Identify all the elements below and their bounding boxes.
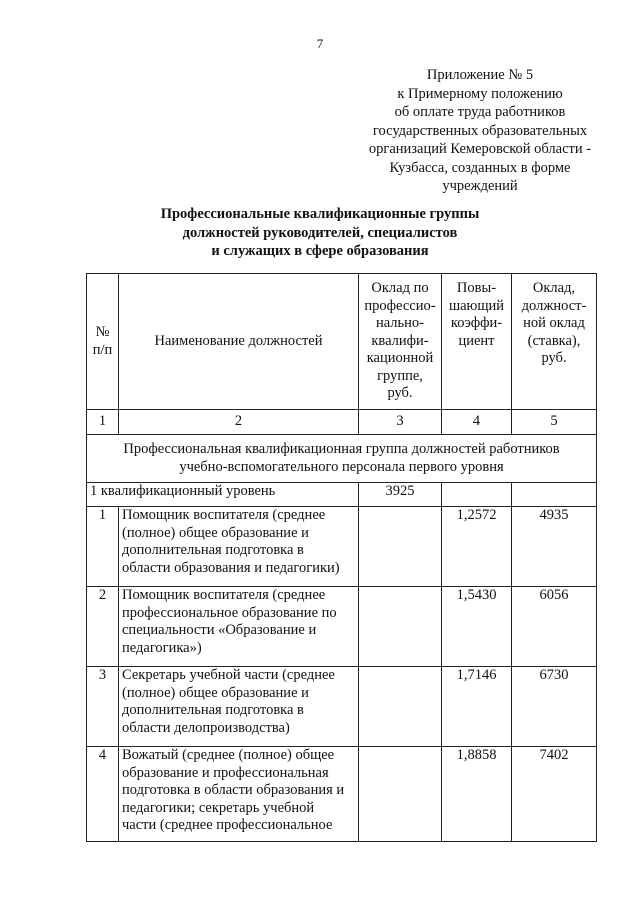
level-empty-cell <box>442 483 512 507</box>
salary-value: 7402 <box>512 747 597 842</box>
row-number: 1 <box>87 507 119 587</box>
header-name: Наименование должностей <box>119 274 359 410</box>
group-title: Профессиональная квалификационная группа должностей работников учебно-вспомогательного персонала первого уровня <box>87 435 597 483</box>
row-number: 2 <box>87 587 119 667</box>
salary-group-value <box>359 667 442 747</box>
table-row <box>87 667 597 747</box>
header-num: № п/п <box>87 274 119 410</box>
coefficient-value: 1,5430 <box>442 587 512 667</box>
page-number: 7 <box>316 36 324 51</box>
header-salary: Оклад, должност- ной оклад (ставка), руб. <box>512 274 597 410</box>
position-name: Вожатый (среднее (полное) общее образование и профессиональная подготовка в области образования и педагогики; секретарь учебной части (среднее профессиональное <box>119 747 359 842</box>
title-line: Профессиональные квалификационные группы <box>160 206 480 222</box>
salary-group-value <box>359 747 442 842</box>
coefficient-value: 1,2572 <box>442 507 512 587</box>
appendix-line: об оплате труда работников <box>394 104 566 120</box>
document-title <box>0 205 640 261</box>
appendix-line: организаций Кемеровской области - <box>368 141 592 157</box>
column-number: 2 <box>119 410 359 435</box>
group-title-row <box>87 435 597 483</box>
column-number: 4 <box>442 410 512 435</box>
column-number: 3 <box>359 410 442 435</box>
appendix-line: Приложение № 5 <box>426 67 534 83</box>
salary-value: 6730 <box>512 667 597 747</box>
coefficient-value: 1,7146 <box>442 667 512 747</box>
appendix-line: Кузбасса, созданных в форме <box>389 159 571 176</box>
level-label: 1 квалификационный уровень <box>87 483 359 507</box>
qualification-table <box>86 273 597 842</box>
row-number: 3 <box>87 667 119 747</box>
position-name: Помощник воспитателя (среднее профессиональное образование по специальности «Образование и педагогика») <box>119 587 359 667</box>
title-line: должностей руководителей, специалистов <box>182 224 458 241</box>
table-row <box>87 747 597 842</box>
column-number: 5 <box>512 410 597 435</box>
appendix-line: учреждений <box>442 178 518 194</box>
position-name: Секретарь учебной части (среднее (полное) общее образование и дополнительная подготовка в области делопроизводства) <box>119 667 359 747</box>
header-row <box>87 274 597 410</box>
column-number-row <box>87 410 597 435</box>
appendix-line: государственных образовательных <box>372 122 588 139</box>
table-row <box>87 507 597 587</box>
salary-value: 6056 <box>512 587 597 667</box>
row-number: 4 <box>87 747 119 842</box>
level-empty-cell <box>512 483 597 507</box>
level-value: 3925 <box>359 483 442 507</box>
header-coefficient: Повы- шающий коэффи- циент <box>442 274 512 410</box>
header-salary-group: Оклад по профессио- нально- квалифи- кационной группе, руб. <box>359 274 442 410</box>
table-row <box>87 587 597 667</box>
level-row <box>87 483 597 507</box>
salary-group-value <box>359 507 442 587</box>
column-number: 1 <box>87 410 119 435</box>
salary-group-value <box>359 587 442 667</box>
position-name: Помощник воспитателя (среднее (полное) общее образование и дополнительная подготовка в области образования и педагогики) <box>119 507 359 587</box>
title-line: и служащих в сфере образования <box>211 243 429 259</box>
coefficient-value: 1,8858 <box>442 747 512 842</box>
appendix-note <box>330 66 630 196</box>
appendix-line: к Примерному положению <box>397 85 563 102</box>
salary-value: 4935 <box>512 507 597 587</box>
